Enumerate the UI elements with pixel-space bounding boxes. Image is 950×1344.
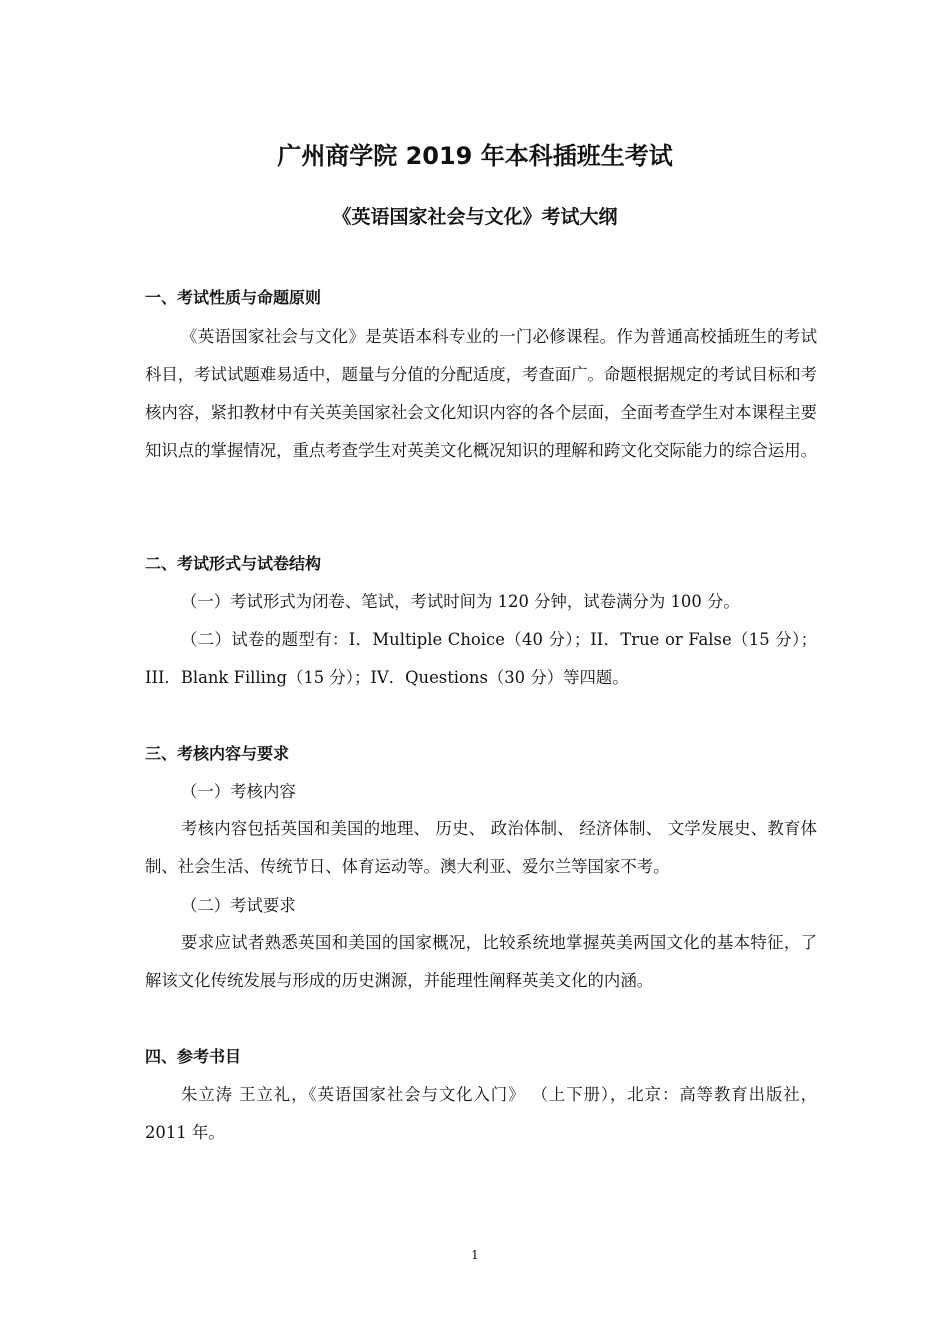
section-3-sub-1: （一）考核内容	[181, 782, 296, 801]
document-subtitle: 《英语国家社会与文化》考试大纲	[332, 206, 618, 228]
section-heading-2: 二、考试形式与试卷结构	[145, 554, 322, 573]
section-3-paragraph-2: 要求应试者熟悉英国和美国的国家概况，比较系统地掌握英美两国文化的基本特征，了解该文化传统发展与形成的历史渊源，并能理性阐释英美文化的内涵。	[145, 933, 817, 990]
section-heading-3: 三、考核内容与要求	[145, 744, 290, 763]
section-2-item-1: （一）考试形式为闭卷、笔试，考试时间为 120 分钟，试卷满分为 100 分。	[181, 592, 740, 611]
section-heading-4: 四、参考书目	[145, 1047, 242, 1066]
section-3-paragraph-1: 考核内容包括英国和美国的地理、 历史、 政治体制、 经济体制、 文学发展史、教育体制、社会生活、传统节日、体育运动等。澳大利亚、爱尔兰等国家不考。	[145, 819, 817, 876]
section-2-item-2: （二）试卷的题型有：I．Multiple Choice（40 分）；II．True or False（15 分）；III．Blank Filling（15 分）；IV．Questions（30 分）等四题。	[145, 630, 817, 687]
document-title: 广州商学院 2019 年本科插班生考试	[277, 142, 673, 170]
section-heading-1: 一、考试性质与命题原则	[145, 288, 322, 307]
section-4-paragraph: 朱立涛 王立礼，《英语国家社会与文化入门》 （上下册），北京：高等教育出版社，2011 年。	[145, 1085, 817, 1142]
section-1-paragraph: 《英语国家社会与文化》是英语本科专业的一门必修课程。作为普通高校插班生的考试科目，考试试题难易适中，题量与分值的分配适度，考查面广。命题根据规定的考试目标和考核内容，紧扣教材中有关英美国家社会文化知识内容的各个层面，全面考查学生对本课程主要知识点的掌握情况，重点考查学生对英美文化概况知识的理解和跨文化交际能力的综合运用。	[145, 327, 818, 460]
section-3-sub-2: （二）考试要求	[181, 896, 296, 915]
page-number: 1	[471, 1248, 479, 1262]
